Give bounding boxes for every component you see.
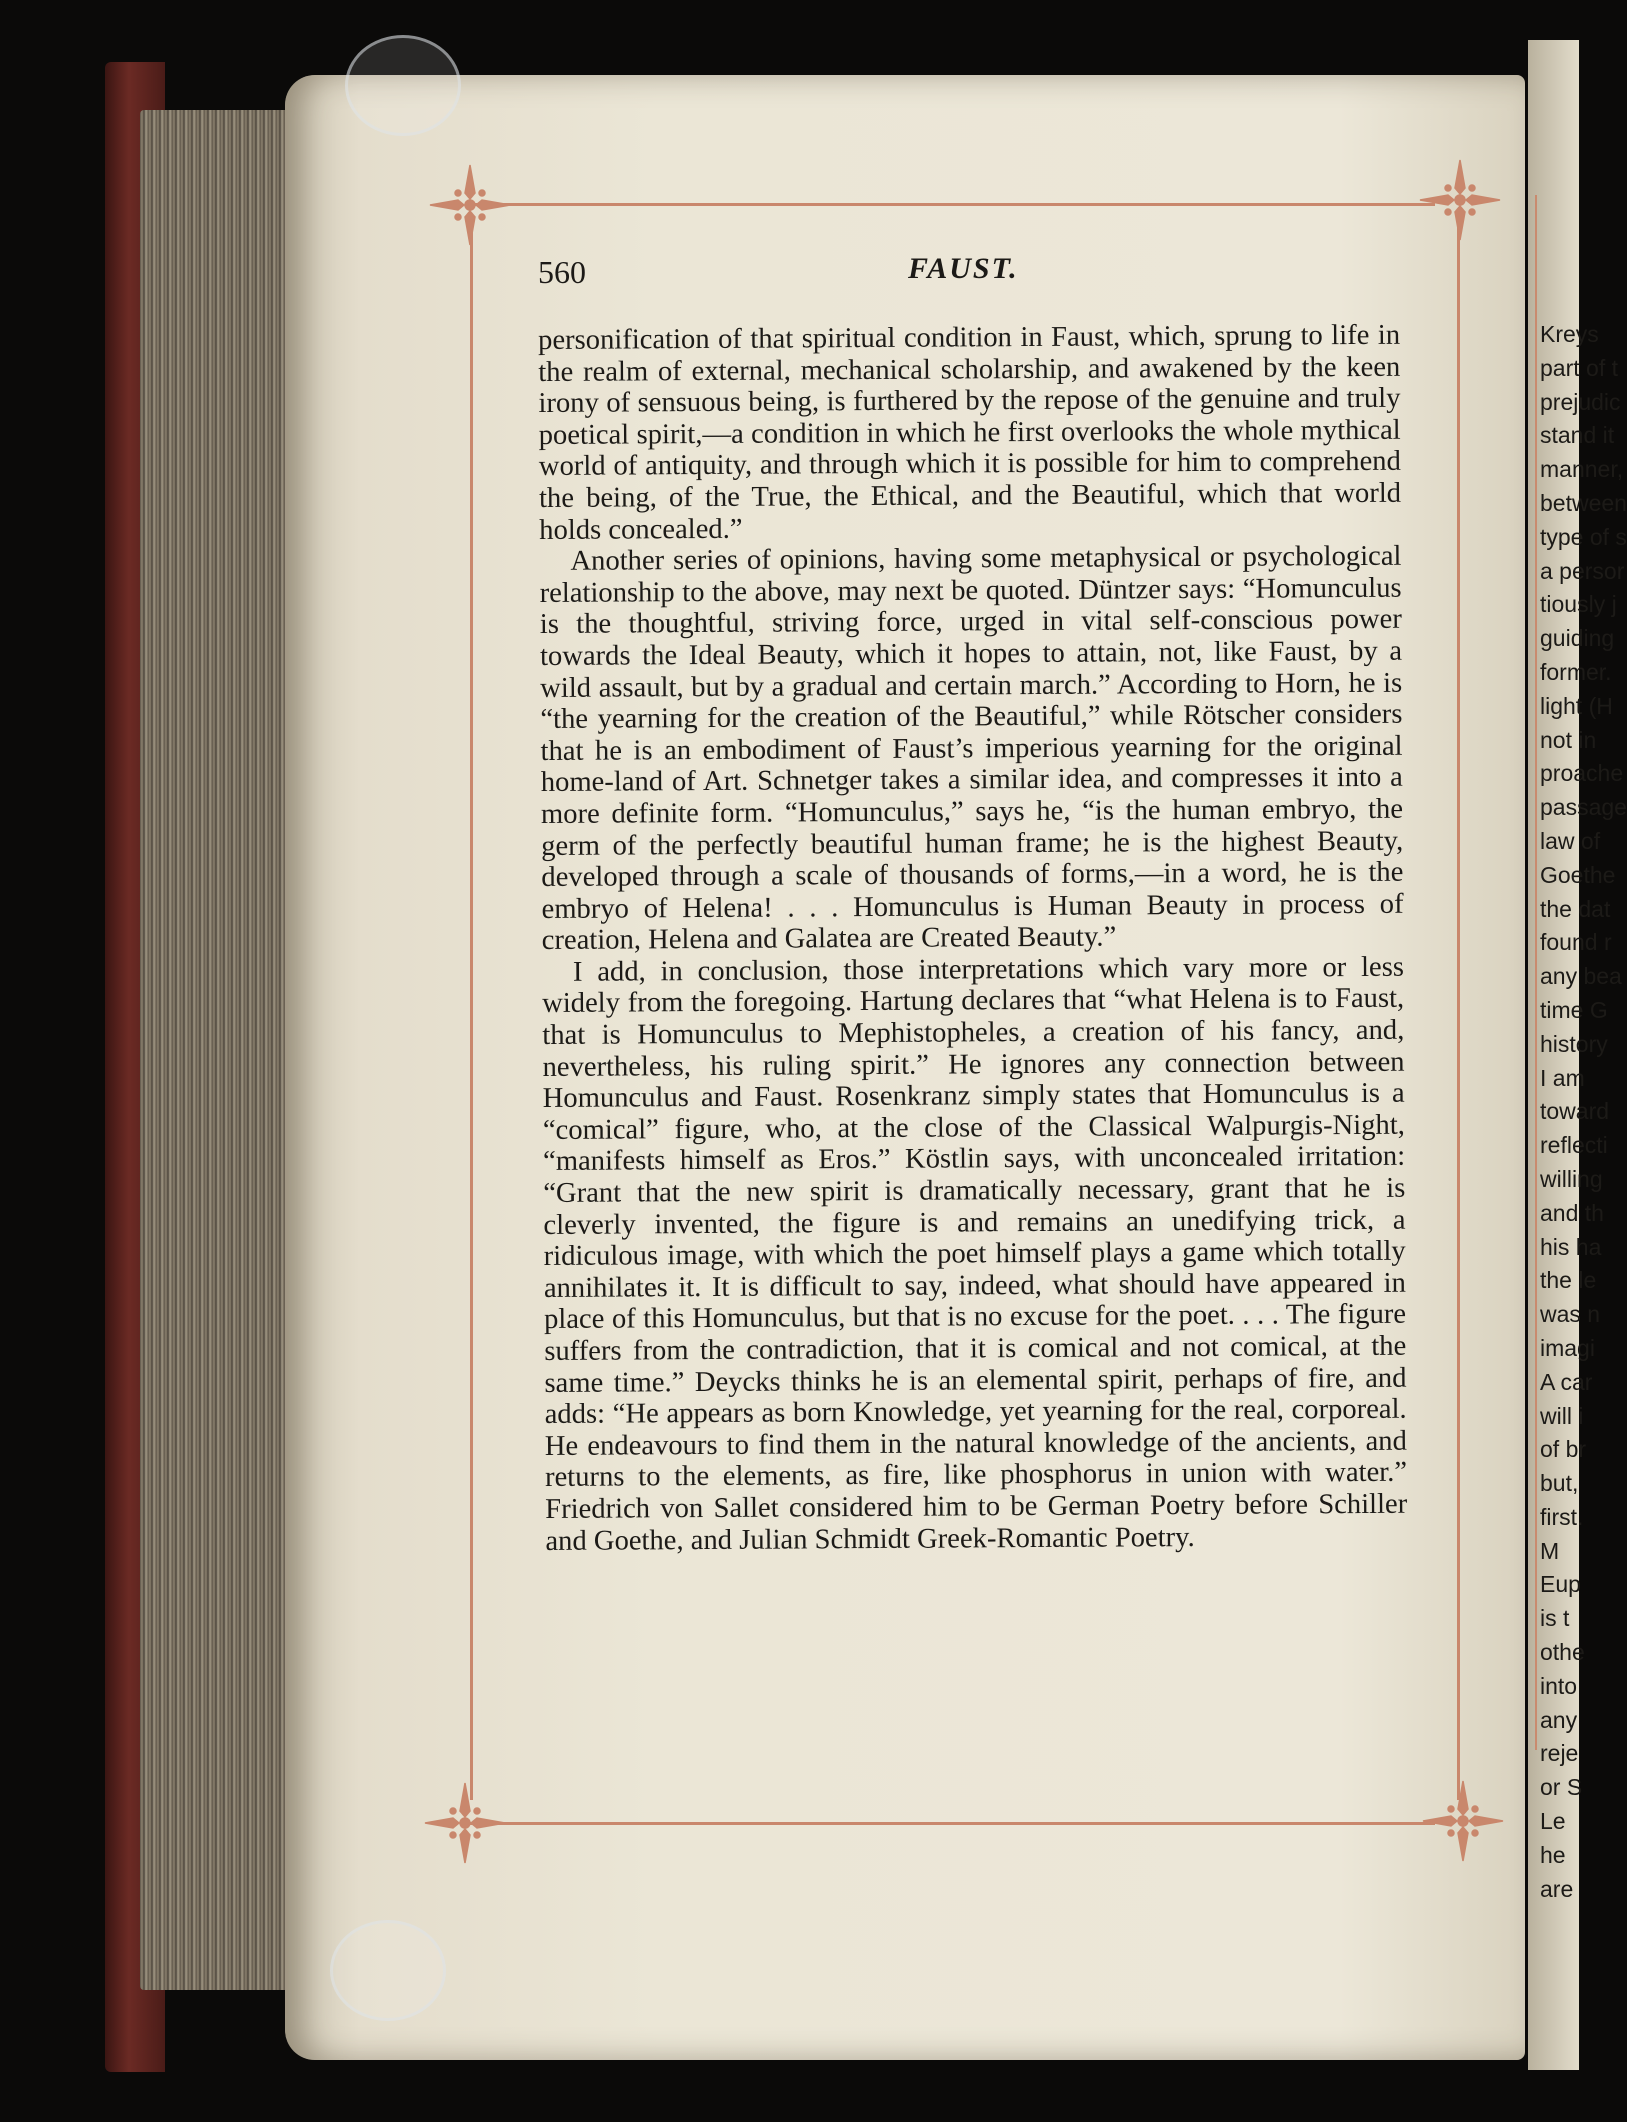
next-page-fragment: law of <box>1540 827 1601 854</box>
running-title: FAUST. <box>908 252 1019 285</box>
next-page-fragment: into <box>1540 1672 1578 1699</box>
page-header <box>538 254 1428 299</box>
corner-ornament-icon <box>425 160 515 250</box>
next-page-fragment: light (H <box>1540 692 1613 719</box>
next-page-fragment: Kreys <box>1540 321 1599 347</box>
paragraph: Another series of opinions, having some metaphysical or psychological relationship to the above, may next be quoted. Düntzer says: “Homunculus is the thoughtful, striving force, urged in vital self-conscious power towards the Ideal Beauty, which it hopes to attain, not, like Faust, by a wild assault, but by a gradual and certain march.” According to Horn, he is “the yearning for the creation of the Beautiful,” while Rötscher considers that he is an embodiment of Faust’s imperious yearning for the original home-land of Art. Schnetger takes a similar idea, and compresses it into a more definite form. “Homunculus,” says he, “is the human embryo, the germ of the perfectly beautiful human frame; he is the highest Beauty, developed through a scale of thousands of forms,—in a word, he is the embryo of Helena! . . . Homunculus is Human Beauty in process of creation, Helena and Galatea are Created Beauty.” <box>539 540 1404 957</box>
paragraph: I add, in conclusion, those interpretations which vary more or less widely from the foregoing. Hartung declares that “what Helena is to Faust, that is Homunculus to Mephistopheles, a creation of his fancy, and, nevertheless, his ruling spirit.” He ignores any connection between Homunculus and Faust. Rosenkranz simply states that Homunculus is a “comical” figure, who, at the close of the Classical Walpurgis-Night, “manifests himself as Eros.” Köstlin says, with unconcealed irritation: “Grant that the new spirit is dramatically necessary, grant that he is cleverly invented, the figure is and remains an unedifying trick, a ridiculous image, with which the poet himself plays a game which totally annihilates it. It is difficult to say, indeed, what should have appeared in place of this Homunculus, but that is no excuse for the poet. . . . The figure suffers from the contradiction, that it is comical and not comical, at the same time.” Deycks thinks he is an elemental spirit, perhaps of fire, and adds: “He appears as born Knowledge, yet yearning for the real, corporeal. He endeavours to find them in the natural knowledge of the ancients, and returns to the elements, as fire, like phosphorus in union with water.” Friedrich von Sallet considered him to be German Poetry before Schiller and Goethe, and Julian Schmidt Greek-Romantic Poetry. <box>542 951 1408 1557</box>
next-page-fragment: reflecti <box>1540 1132 1608 1159</box>
decorative-border-top <box>470 203 1435 206</box>
next-page-fragment: his ha <box>1540 1233 1602 1260</box>
next-page-fragment: guiding <box>1540 625 1615 652</box>
next-page-fragment: time G <box>1540 996 1608 1023</box>
next-page-fragment: not in <box>1540 726 1597 753</box>
paragraph: personification of that spiritual condition in Faust, which, sprung to life in the realm of external, mechanical scholarship, and awakened by the keen irony of sensuous being, is furthered by the repose of the genuine and truly poetical spirit,—a condition in which he first overlooks the whole mythical world of antiquity, and through which it is possible for him to comprehend the being, of the True, the Ethical, and the Beautiful, which that world holds concealed.” <box>538 319 1402 546</box>
next-page-fragment: tiously j <box>1540 591 1617 618</box>
decorative-border-bottom <box>470 1822 1435 1825</box>
next-page-fragment: history <box>1540 1030 1608 1057</box>
corner-ornament-icon <box>1415 155 1505 245</box>
next-page-fragment: Goethe <box>1540 861 1616 888</box>
next-page-fragment: but, <box>1540 1470 1579 1497</box>
next-page-fragment: willing <box>1540 1165 1603 1192</box>
next-page-fragment: are <box>1540 1875 1574 1902</box>
next-page-fragment: found r <box>1540 929 1612 956</box>
next-page-fragment: toward <box>1540 1098 1610 1125</box>
corner-ornament-icon <box>1418 1776 1508 1866</box>
next-page-fragment: a persor <box>1540 557 1625 584</box>
next-page-fragment: manner, <box>1540 456 1624 483</box>
next-page-fragment: othe <box>1540 1639 1585 1666</box>
next-page-fragment: is t <box>1540 1605 1570 1632</box>
next-page-fragment: I am <box>1540 1064 1585 1091</box>
next-page-fragment: between <box>1540 489 1627 516</box>
next-page-fragment: or S <box>1540 1774 1583 1801</box>
decorative-border-left <box>470 225 473 1800</box>
next-page-fragment: first. <box>1540 1503 1584 1530</box>
next-page-fragment: proache <box>1540 760 1624 787</box>
decorative-border-right <box>1457 225 1460 1800</box>
next-page-fragment: the dat <box>1540 895 1611 922</box>
next-page-border-rule <box>1535 195 1537 1750</box>
next-page-fragment: of br <box>1540 1436 1587 1463</box>
next-page-fragment: the le <box>1540 1267 1597 1294</box>
next-page-fragment: stand it <box>1540 422 1615 449</box>
next-page-fragment: passage <box>1540 794 1627 821</box>
next-page-fragment: prejudic <box>1540 388 1621 415</box>
next-page-fragment: was n <box>1540 1301 1601 1328</box>
page-clip-top <box>345 35 461 136</box>
next-page-fragment: Eup <box>1540 1571 1581 1598</box>
next-page-fragment: any bea <box>1540 963 1622 990</box>
next-page-fragment: and th <box>1540 1199 1604 1226</box>
page-edges <box>140 110 305 1990</box>
page-number: 560 <box>538 254 586 290</box>
next-page-fragment: any <box>1540 1706 1578 1733</box>
page-clip-bottom <box>330 1920 446 2021</box>
next-page-fragment: part of t <box>1540 354 1618 381</box>
body-text <box>538 320 1408 1557</box>
next-page-text-fragments <box>1540 318 1627 1906</box>
next-page-fragment: M <box>1540 1537 1560 1564</box>
corner-ornament-icon <box>420 1778 510 1868</box>
next-page-fragment: imagi <box>1540 1334 1595 1361</box>
next-page-fragment: former. <box>1540 658 1612 685</box>
next-page-fragment: Le <box>1540 1808 1566 1835</box>
next-page-fragment: reje <box>1540 1740 1579 1767</box>
next-page-fragment: A car <box>1540 1368 1593 1395</box>
next-page-fragment: he <box>1540 1841 1566 1868</box>
next-page-fragment: will i <box>1540 1402 1584 1429</box>
next-page-fragment: type of s <box>1540 523 1627 550</box>
